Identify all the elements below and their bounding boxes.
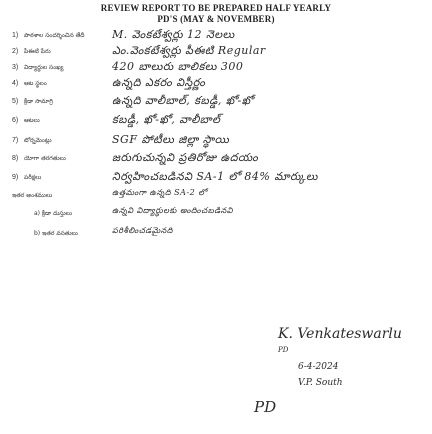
item-label: పీఈటి పేరు	[24, 48, 51, 55]
item-response: M. వెంకటేశ్వర్లు 12 నెలలు	[112, 28, 235, 41]
item-response: 420 బాలురు బాలికలు 300	[112, 60, 244, 73]
signature-date: 6-4-2024	[298, 362, 339, 372]
report-subtitle: PD'S (MAY & NOVEMBER)	[157, 14, 275, 24]
item-response: ఉన్నవి విద్యార్థులకు అందించబడినవి	[112, 206, 233, 215]
item-label: ఆటలు	[24, 117, 40, 124]
signature: K. Venkateswarlu	[278, 326, 402, 342]
item-number: 9)	[12, 174, 19, 181]
report-item	[12, 94, 427, 112]
initials: PD	[254, 398, 277, 416]
item-label: ఇతర అంశములు	[12, 192, 53, 199]
item-response: పరిశీలించడమైనది	[112, 226, 173, 235]
item-number: 3)	[12, 64, 19, 71]
designation: PD	[278, 346, 289, 354]
item-response: ఎం.వెంకటేశ్వర్లు పీఈటి Regular	[112, 44, 266, 57]
report-title: REVIEW REPORT TO BE PREPARED HALF YEARLY	[100, 3, 332, 13]
item-label: a) క్రీడా దుస్తులు	[34, 210, 73, 217]
report-item	[12, 113, 427, 131]
report-item	[12, 76, 427, 94]
item-response: జరుగుచున్నవి ప్రతిరోజు ఉదయం	[112, 151, 259, 164]
item-number: 8)	[12, 155, 19, 162]
signature-place: V.P. South	[298, 378, 343, 388]
item-number: 5)	[12, 98, 19, 105]
item-label: యోగా తరగతులు	[24, 155, 66, 162]
item-number: 1)	[12, 32, 19, 39]
item-number: 6)	[12, 117, 19, 124]
item-label: b) ఇతర వసతులు	[34, 230, 78, 237]
item-response: నిర్వహించబడినవి SA-1 లో 84% మార్కులు	[112, 170, 318, 183]
item-number: 2)	[12, 48, 19, 55]
report-item	[12, 170, 427, 188]
item-response: ఉన్నది వాలీబాల్, కబడ్డీ, ఖో-ఖో	[112, 94, 254, 107]
item-response: ఉన్నది ఎకరం విస్తీర్ణం	[112, 76, 206, 89]
report-item	[12, 226, 427, 244]
report-item	[12, 133, 427, 151]
item-number: 4)	[12, 80, 19, 87]
item-label: క్రీడా సామాగ్రి	[24, 98, 53, 105]
item-response: ఉత్తమంగా ఉన్నది SA-2 లో	[112, 188, 207, 197]
item-label: పరీక్షలు	[24, 174, 42, 181]
report-item	[12, 188, 427, 206]
item-number: 7)	[12, 137, 19, 144]
report-item	[12, 206, 427, 224]
item-response: SGF పోటీలు జిల్లా స్థాయి	[112, 133, 230, 146]
item-response: కబడ్డీ, ఖో-ఖో, వాలీబాల్	[112, 113, 221, 126]
report-item	[12, 151, 427, 169]
item-label: పాఠశాల సందర్శించిన తేదీ	[24, 32, 85, 39]
item-label: విద్యార్థుల సంఖ్య	[24, 64, 64, 71]
item-label: టోర్నమెంట్లు	[24, 137, 52, 144]
item-label: ఆట స్థలం	[24, 80, 47, 87]
